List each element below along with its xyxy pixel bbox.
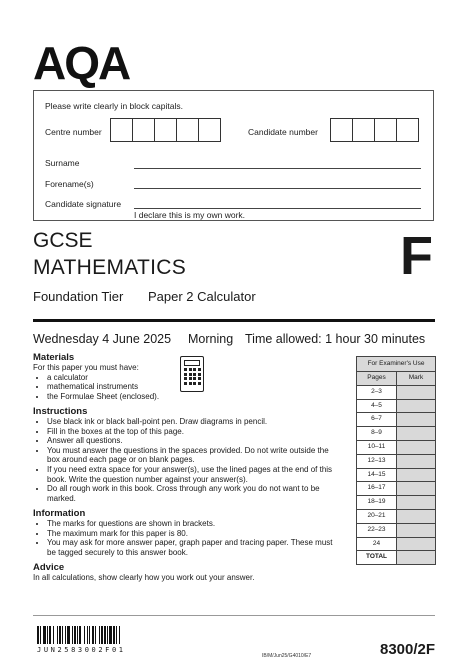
footer-divider <box>33 615 435 616</box>
mark-cell <box>397 538 435 551</box>
pages-cell: 10–11 <box>357 441 397 454</box>
materials-heading: Materials <box>33 352 75 363</box>
list-item: • You may ask for more answer paper, graph paper and tracing paper. These must be tagged securely to this answer book. <box>47 538 333 557</box>
pages-cell: 16–17 <box>357 482 397 495</box>
pages-cell: 20–21 <box>357 510 397 523</box>
barcode <box>37 626 207 644</box>
list-item: • Answer all questions. <box>47 436 333 446</box>
list-item: • the Formulae Sheet (enclosed). <box>47 392 333 402</box>
pages-cell: 22–23 <box>357 524 397 537</box>
subject-title: MATHEMATICS <box>33 256 187 279</box>
table-row <box>357 469 435 483</box>
examiner-table-title: For Examiner's Use <box>357 357 435 372</box>
qualification-title: GCSE <box>33 229 93 252</box>
tier-letter: F <box>400 226 433 286</box>
list-item: • The maximum mark for this paper is 80. <box>47 529 333 539</box>
table-row <box>357 413 435 427</box>
forename-label: Forename(s) <box>45 179 94 189</box>
signature-label: Candidate signature <box>45 199 122 209</box>
instructions-section <box>33 406 333 503</box>
surname-label: Surname <box>45 158 80 168</box>
examiner-use-table <box>356 356 436 565</box>
pages-cell: 12–13 <box>357 455 397 468</box>
table-row <box>357 441 435 455</box>
mark-cell <box>397 413 435 426</box>
table-header-row <box>357 372 435 386</box>
mark-column-header: Mark <box>397 372 435 385</box>
pages-cell: 24 <box>357 538 397 551</box>
table-row <box>357 524 435 538</box>
list-item: • You must answer the questions in the spaces provided. Do not write outside the box around each page or on blank pages. <box>47 446 333 465</box>
declaration-text: I declare this is my own work. <box>134 210 246 220</box>
instructions-heading: Instructions <box>33 406 88 417</box>
time-allowed: Time allowed: 1 hour 30 minutes <box>245 332 426 346</box>
list-item: • The marks for questions are shown in brackets. <box>47 519 333 529</box>
mark-cell <box>397 469 435 482</box>
candidate-number-field[interactable] <box>330 118 418 142</box>
pages-cell: 6–7 <box>357 413 397 426</box>
total-label: TOTAL <box>357 551 397 564</box>
pages-cell: 4–5 <box>357 400 397 413</box>
pages-cell: 14–15 <box>357 469 397 482</box>
mark-cell <box>397 524 435 537</box>
candidate-details-box <box>33 90 434 221</box>
centre-number-field[interactable] <box>110 118 220 142</box>
reference-code: IB/M/Jun25/G4010/E7 <box>262 653 312 659</box>
table-row <box>357 400 435 414</box>
exam-date: Wednesday 4 June 2025 <box>33 332 172 346</box>
mark-cell <box>397 400 435 413</box>
advice-section <box>33 562 353 583</box>
mark-cell <box>397 510 435 523</box>
table-row <box>357 510 435 524</box>
forename-field[interactable] <box>134 188 421 189</box>
advice-text: In all calculations, show clearly how you work out your answer. <box>33 573 255 582</box>
paper-code: 8300/2F <box>380 641 436 658</box>
advice-heading: Advice <box>33 562 65 573</box>
calculator-icon <box>180 356 204 392</box>
pages-cell: 18–19 <box>357 496 397 509</box>
pages-cell: 8–9 <box>357 427 397 440</box>
table-row <box>357 386 435 400</box>
table-row <box>357 482 435 496</box>
table-row <box>357 455 435 469</box>
materials-intro: For this paper you must have: <box>33 363 139 372</box>
mark-cell <box>397 441 435 454</box>
total-mark-cell <box>397 551 435 564</box>
mark-cell <box>397 427 435 440</box>
information-heading: Information <box>33 508 86 519</box>
list-item: • mathematical instruments <box>47 382 333 392</box>
barcode-text: JUN2583002F01 <box>37 646 126 654</box>
title-divider <box>33 319 435 322</box>
list-item: • Fill in the boxes at the top of this page. <box>47 427 333 437</box>
exam-session: Morning <box>188 332 234 346</box>
block-capitals-instruction: Please write clearly in block capitals. <box>45 101 183 111</box>
table-row <box>357 496 435 510</box>
list-item: • a calculator <box>47 373 333 383</box>
mark-cell <box>397 455 435 468</box>
mark-cell <box>397 482 435 495</box>
paper-label: Paper 2 Calculator <box>148 289 256 304</box>
table-row <box>357 538 435 552</box>
table-row <box>357 427 435 441</box>
surname-field[interactable] <box>134 168 421 169</box>
signature-field[interactable] <box>134 208 421 209</box>
mark-cell <box>397 386 435 399</box>
list-item: • Do all rough work in this book. Cross through any work you do not want to be marked. <box>47 484 333 503</box>
centre-number-label: Centre number <box>45 127 102 137</box>
pages-cell: 2–3 <box>357 386 397 399</box>
candidate-number-label: Candidate number <box>248 127 318 137</box>
pages-column-header: Pages <box>357 372 397 385</box>
list-item: • If you need extra space for your answer(s), use the lined pages at the end of this book. Write the question number against your answer(s). <box>47 465 333 484</box>
total-row <box>357 551 435 564</box>
aqa-logo: AQA <box>33 37 130 89</box>
mark-cell <box>397 496 435 509</box>
tier-label: Foundation Tier <box>33 289 124 304</box>
list-item: • Use black ink or black ball-point pen. Draw diagrams in pencil. <box>47 417 333 427</box>
information-section <box>33 508 333 557</box>
